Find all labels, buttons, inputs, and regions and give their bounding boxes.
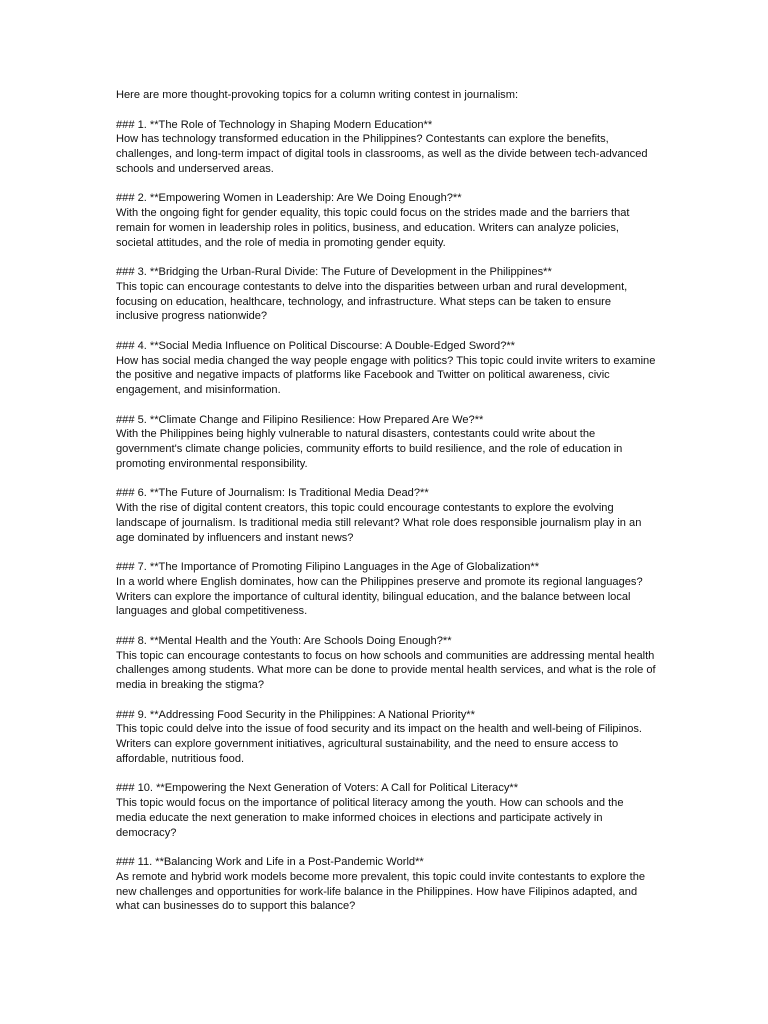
topic-section: [116, 265, 656, 324]
topic-body: This topic can encourage contestants to focus on how schools and communities are addressing mental health challenges among students. What more can be done to provide mental health services, and what is the role of media in breaking the stigma?: [116, 649, 656, 691]
topic-section: [116, 708, 656, 767]
topic-body: With the ongoing fight for gender equality, this topic could focus on the strides made and the barriers that remain for women in leadership roles in politics, business, and education. Writers can analyze policies, societal attitudes, and the role of media in promoting gender equity.: [116, 207, 630, 249]
topic-heading: ### 10. **Empowering the Next Generation of Voters: A Call for Political Literacy**: [116, 782, 519, 795]
topic-body: How has social media changed the way people engage with politics? This topic could invite writers to examine the positive and negative impacts of platforms like Facebook and Twitter on political awareness, civic engagement, and misinformation.: [116, 354, 656, 396]
topic-heading: ### 7. **The Importance of Promoting Filipino Languages in the Age of Globalization**: [116, 561, 540, 573]
topic-heading: ### 11. **Balancing Work and Life in a Post-Pandemic World**: [116, 856, 424, 868]
topic-section: [116, 781, 656, 840]
topic-heading: ### 4. **Social Media Influence on Political Discourse: A Double-Edged Sword?**: [116, 339, 515, 352]
document-page: [116, 88, 656, 929]
topic-section: [116, 634, 656, 693]
topic-heading: ### 5. **Climate Change and Filipino Resilience: How Prepared Are We?**: [116, 413, 484, 426]
topic-body: How has technology transformed education in the Philippines? Contestants can explore the benefits, challenges, and long-term impact of digital tools in classrooms, as well as the divide between tech-advanced schools and underserved areas.: [116, 133, 648, 175]
topic-body: With the Philippines being highly vulnerable to natural disasters, contestants could write about the government's climate change policies, community efforts to build resilience, and the role of education in promoting environmental responsibility.: [116, 428, 623, 470]
topic-section: [116, 413, 656, 472]
topic-heading: ### 3. **Bridging the Urban-Rural Divide: The Future of Development in the Philippines**: [116, 266, 552, 278]
topic-heading: ### 8. **Mental Health and the Youth: Are Schools Doing Enough?**: [116, 634, 452, 647]
topic-body: This topic could delve into the issue of food security and its impact on the health and well-being of Filipinos. Writers can explore government initiatives, agricultural sustainability, and the need to ensure access to affordable, nutritious food.: [116, 723, 643, 765]
topic-heading: ### 1. **The Role of Technology in Shaping Modern Education**: [116, 118, 433, 131]
topic-body: As remote and hybrid work models become more prevalent, this topic could invite contestants to explore the new challenges and opportunities for work-life balance in the Philippines. How have Filipinos adapted, and what can businesses do to support this balance?: [116, 870, 646, 913]
topic-heading: ### 2. **Empowering Women in Leadership: Are We Doing Enough?**: [116, 192, 462, 205]
topic-section: [116, 560, 656, 619]
topic-body: This topic can encourage contestants to delve into the disparities between urban and rural development, focusing on education, healthcare, technology, and infrastructure. What steps can be taken to ensure inclusive progress nationwide?: [116, 280, 628, 323]
intro-paragraph: Here are more thought-provoking topics for a column writing contest in journalism:: [116, 89, 519, 101]
topic-section: [116, 118, 656, 177]
topic-heading: ### 9. **Addressing Food Security in the Philippines: A National Priority**: [116, 708, 475, 721]
topic-body: In a world where English dominates, how can the Philippines preserve and promote its regional languages? Writers can explore the importance of cultural identity, bilingual education, and the balance between local languages and global competitiveness.: [116, 575, 643, 618]
topic-body: This topic would focus on the importance of political literacy among the youth. How can schools and the media educate the next generation to make informed choices in elections and participate actively in democracy?: [116, 797, 624, 839]
topic-section: [116, 855, 656, 914]
topic-body: With the rise of digital content creators, this topic could encourage contestants to explore the evolving landscape of journalism. Is traditional media still relevant? What role does responsible journalism play in an age dominated by influencers and instant news?: [116, 502, 642, 544]
topic-section: [116, 191, 656, 250]
topic-section: [116, 486, 656, 545]
topic-section: [116, 339, 656, 398]
topic-heading: ### 6. **The Future of Journalism: Is Traditional Media Dead?**: [116, 487, 429, 500]
